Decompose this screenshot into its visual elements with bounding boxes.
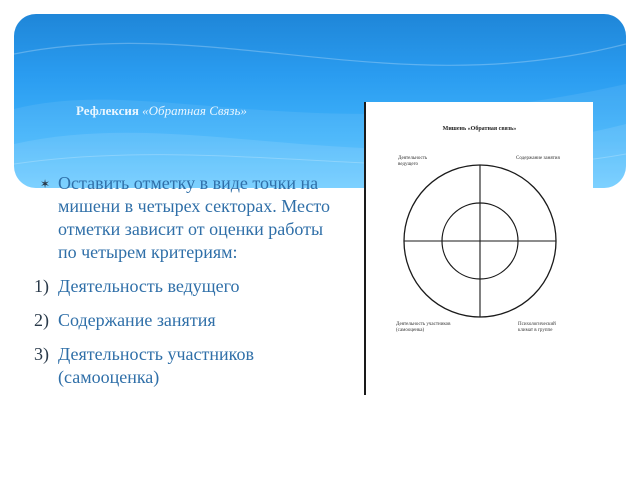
criterion-text: Деятельность ведущего	[58, 276, 240, 296]
title-main: Рефлексия	[76, 103, 139, 118]
instruction-text: Оставить отметку в виде точки на мишени в четырех секторах. Место отметки зависит от оценки работы по четырем критериям:	[58, 173, 331, 262]
sector-label-top-right: Содержание занятия	[516, 156, 560, 161]
sector-label-top-left: Деятельность ведущего	[398, 156, 428, 167]
title-subtitle: «Обратная Связь»	[142, 103, 247, 118]
sector-label-bottom-right: Психологический климат в группе	[518, 322, 556, 333]
criterion-number: 1)	[34, 276, 49, 296]
target-sheet-image	[364, 102, 593, 395]
slide-title	[76, 103, 247, 119]
instructions	[34, 172, 340, 389]
criterion-text: Содержание занятия	[58, 310, 216, 330]
target-sheet-heading: Мишень «Обратная связь»	[442, 126, 517, 132]
criterion-number: 2)	[34, 310, 49, 330]
sector-label-bottom-left: Деятельность участников (самооценка)	[396, 322, 451, 333]
criterion-item	[34, 343, 340, 389]
target-diagram	[366, 102, 593, 395]
instruction-bullet	[40, 172, 340, 264]
criterion-text: Деятельность участников (самооценка)	[58, 344, 254, 387]
criterion-number: 3)	[34, 344, 49, 364]
criterion-item	[34, 309, 340, 332]
criterion-item	[34, 275, 340, 298]
star-bullet-icon: ✶	[40, 177, 51, 191]
